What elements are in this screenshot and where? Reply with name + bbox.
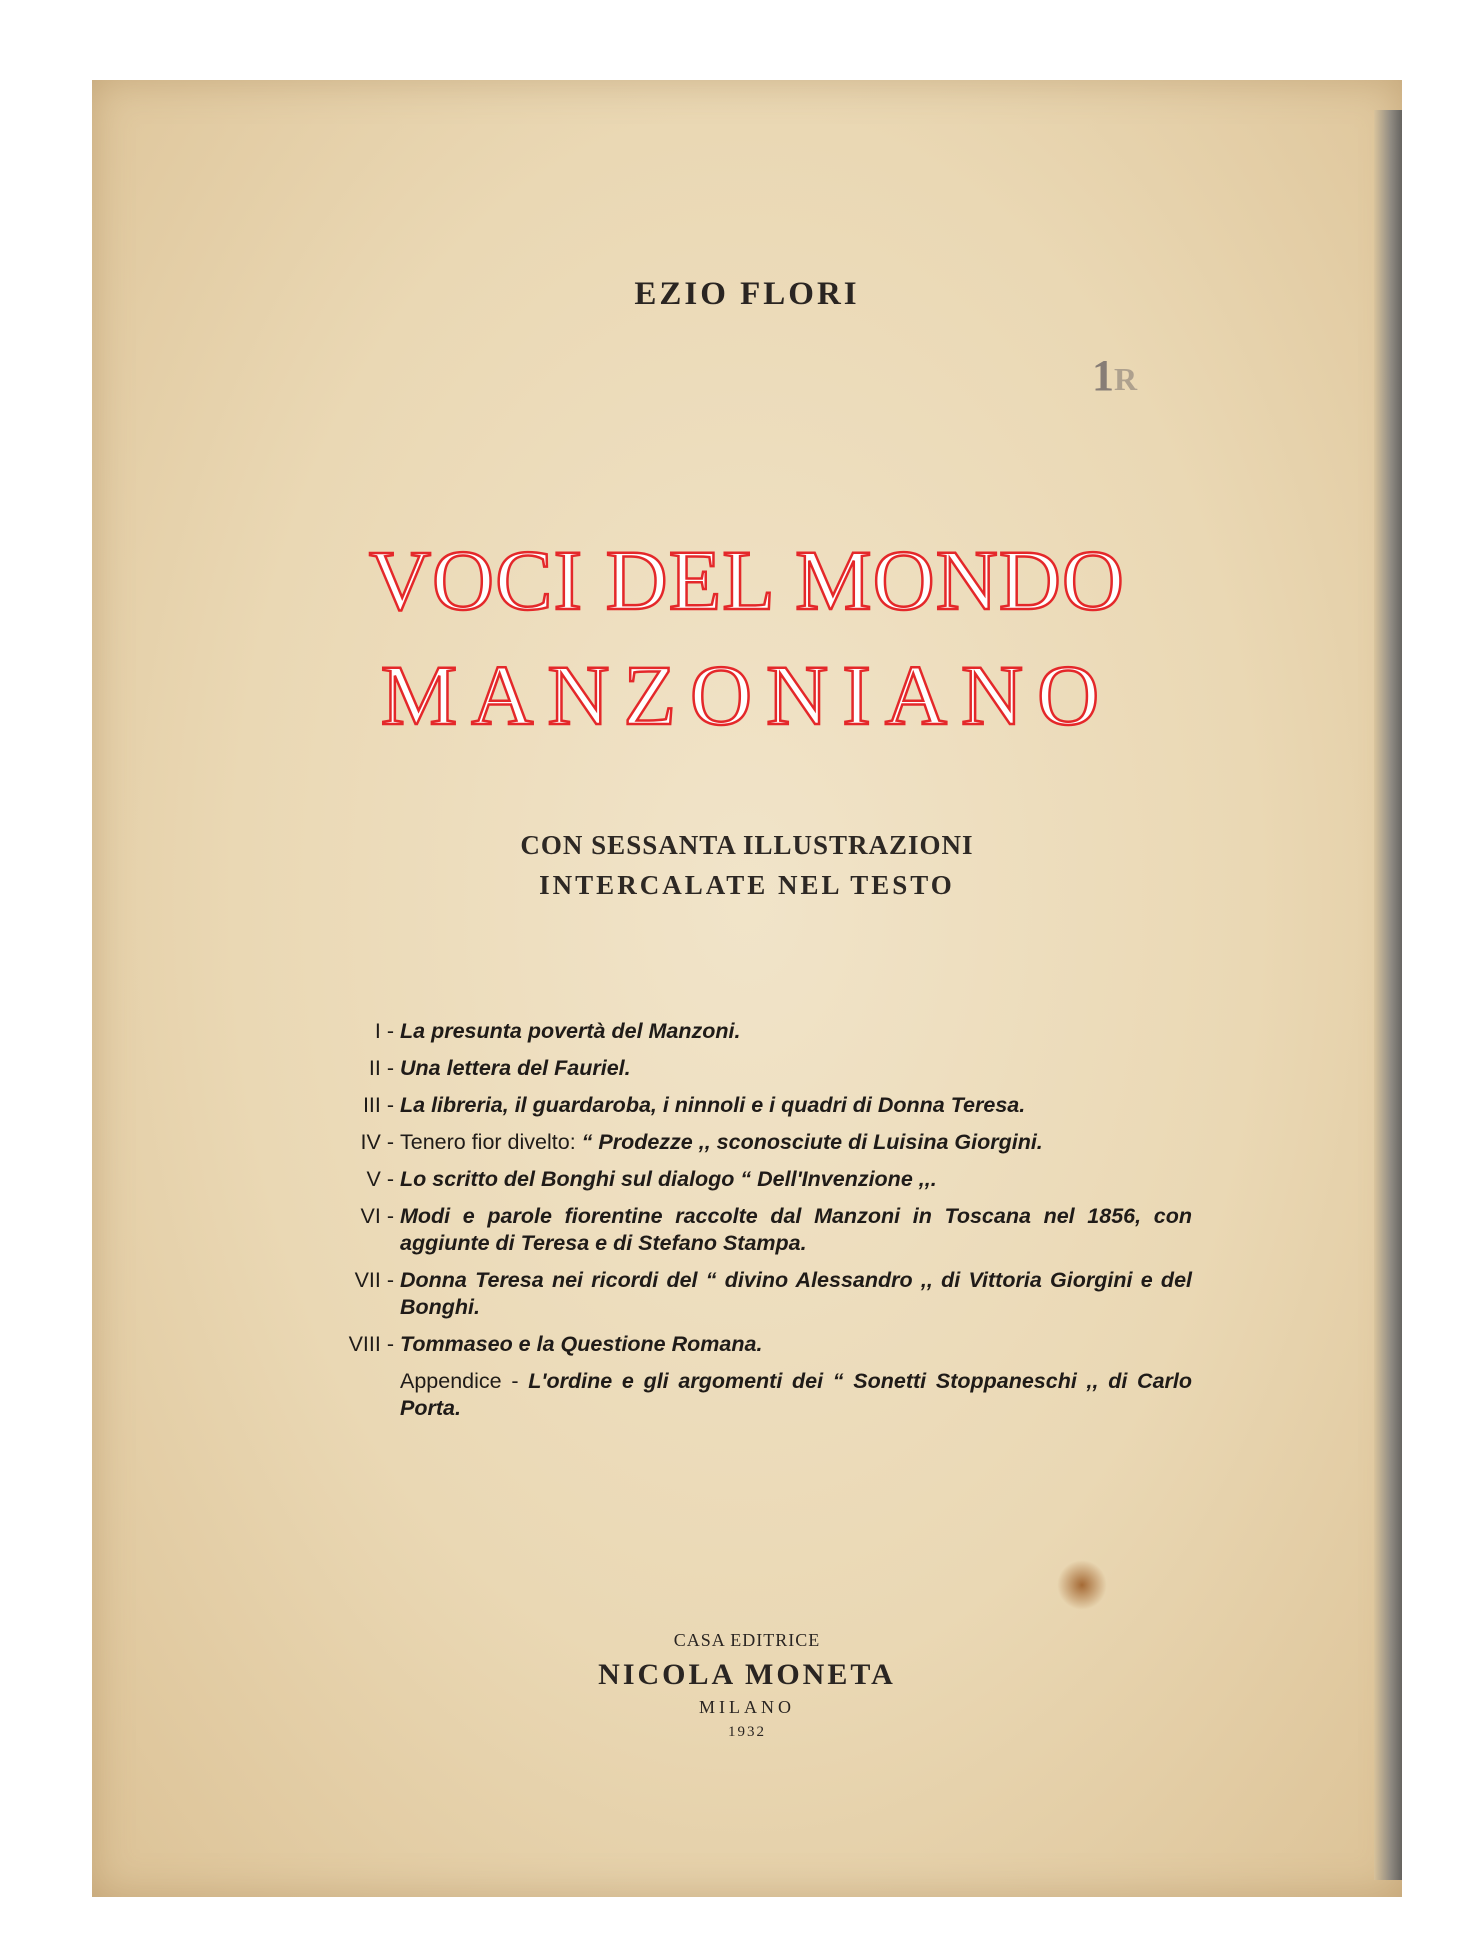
- toc-text: Lo scritto del Bonghi sul dialogo “ Dell'Invenzione ,,.: [400, 1167, 937, 1191]
- toc-number: VII -: [354, 1268, 394, 1292]
- toc-item: [322, 1129, 1192, 1156]
- toc-item: [322, 1368, 1192, 1422]
- toc-item: [322, 1018, 1192, 1045]
- toc-text: La libreria, il guardaroba, i ninnoli e i quadri di Donna Teresa.: [400, 1093, 1026, 1117]
- toc-number: V -: [366, 1167, 394, 1191]
- toc-item: [322, 1267, 1192, 1321]
- toc-number: III -: [362, 1093, 394, 1117]
- toc-prefix: Appendice -: [400, 1369, 529, 1393]
- toc-text: Modi e parole fiorentine raccolte dal Manzoni in Toscana nel 1856, con aggiunte di Teresa e di Stefano Stampa.: [400, 1204, 1192, 1255]
- title-line-2: MANZONIANO: [380, 647, 1114, 743]
- subtitle-line-2: INTERCALATE NEL TESTO: [539, 870, 955, 900]
- toc-number: I -: [374, 1019, 394, 1043]
- title-line-1: VOCI DEL MONDO: [368, 532, 1126, 628]
- toc-text: La presunta povertà del Manzoni.: [400, 1019, 741, 1043]
- paper-stain: [1057, 1560, 1107, 1610]
- toc-number: VIII -: [348, 1332, 394, 1356]
- publisher-name: NICOLA MONETA: [598, 1658, 896, 1691]
- toc-text: Tommaseo e la Questione Romana.: [400, 1332, 763, 1356]
- toc-prefix: Tenero fior divelto:: [400, 1130, 582, 1154]
- subtitle-line-1: CON SESSANTA ILLUSTRAZIONI: [520, 830, 974, 860]
- toc-item: [322, 1166, 1192, 1193]
- book-cover: [92, 80, 1402, 1897]
- publication-year: 1932: [728, 1724, 766, 1740]
- author-name: EZIO FLORI: [634, 276, 860, 312]
- toc-text: Una lettera del Fauriel.: [400, 1056, 631, 1080]
- toc-number: VI -: [360, 1204, 394, 1228]
- publisher-city: MILANO: [699, 1697, 795, 1717]
- table-of-contents: [322, 1018, 1192, 1432]
- toc-item: [322, 1203, 1192, 1257]
- toc-text: “ Prodezze ,, sconosciute di Luisina Giorgini.: [581, 1130, 1043, 1154]
- shelf-stamp: 1R: [1092, 351, 1138, 400]
- toc-text: L'ordine e gli argomenti dei “ Sonetti Stoppaneschi ,, di Carlo Porta.: [400, 1369, 1192, 1420]
- toc-item: [322, 1092, 1192, 1119]
- toc-item: [322, 1331, 1192, 1358]
- toc-text: Donna Teresa nei ricordi del “ divino Alessandro ,, di Vittoria Giorgini e del Bonghi.: [400, 1268, 1192, 1319]
- toc-number: II -: [368, 1056, 394, 1080]
- publisher-label: CASA EDITRICE: [673, 1630, 821, 1650]
- toc-number: [322, 1368, 400, 1422]
- cloth-binding-edge: [1374, 110, 1402, 1880]
- toc-item: [322, 1055, 1192, 1082]
- toc-number: IV -: [360, 1130, 394, 1154]
